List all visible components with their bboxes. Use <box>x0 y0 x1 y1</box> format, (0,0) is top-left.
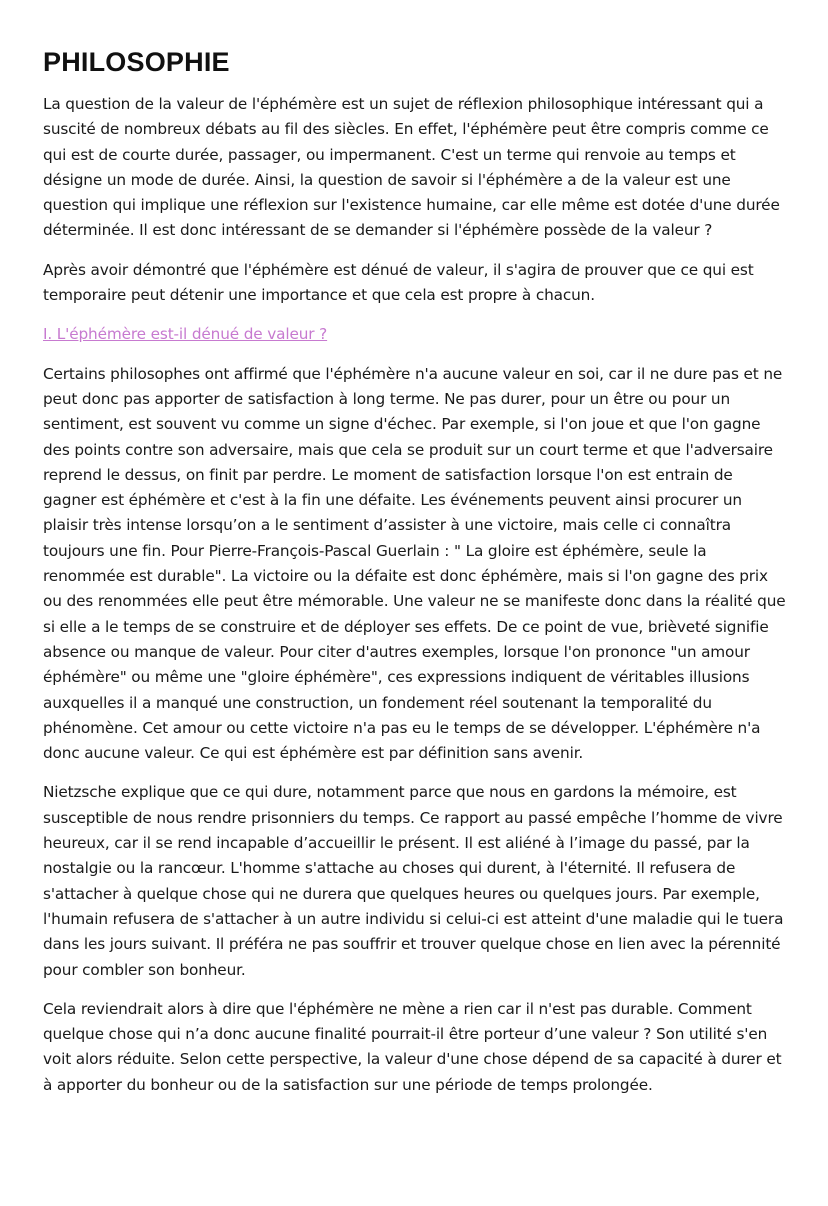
intro-paragraph: La question de la valeur de l'éphémère est un sujet de réflexion philosophique intéressant qui a suscité de nombreux débats au fil des siècles. En effet, l'éphémère peut être compris comme ce qui est de courte durée, passager, ou impermanent. C'est un terme qui renvoie au temps et désigne un mode de durée. Ainsi, la question de savoir si l'éphémère a de la valeur est une question qui implique une réflexion sur l'existence humaine, car elle même est dotée d'une durée déterminée. Il est donc intéressant de se demander si l'éphémère possède de la valeur ? <box>43 95 780 240</box>
document-page <box>43 44 788 1112</box>
section-heading-link[interactable]: I. L'éphémère est-il dénué de valeur ? <box>43 325 328 344</box>
page-title: PHILOSOPHIE <box>43 47 230 77</box>
intro-plan-paragraph: Après avoir démontré que l'éphémère est dénué de valeur, il s'agira de prouver que ce qui est temporaire peut détenir une importance et que cela est propre à chacun. <box>43 260 754 305</box>
body-paragraph: Certains philosophes ont affirmé que l'éphémère n'a aucune valeur en soi, car il ne dure pas et ne peut donc pas apporter de satisfaction à long terme. Ne pas durer, pour un être ou pour un sentiment, est souvent vu comme un signe d'échec. Par exemple, si l'on joue et que l'on gagne des points contre son adversaire, mais que cela se produit sur un court terme et que l'adversaire reprend le dessus, on finit par perdre. Le moment de satisfaction lorsque l'on est entrain de gagner est éphémère et c'est à la fin une défaite. Les événements peuvent ainsi procurer un plaisir très intense lorsqu’on a le sentiment d’assister à une victoire, mais celle ci connaîtra toujours une fin. Pour Pierre-François-Pascal Guerlain : " La gloire est éphémère, seule la renommée est durable". La victoire ou la défaite est donc éphémère, mais si l'on gagne des prix ou des renommées elle peut être mémorable. Une valeur ne se manifeste donc dans la réalité que si elle a le temps de se construire et de déployer ses effets. De ce point de vue, brièveté signifie absence ou manque de valeur. Pour citer d'autres exemples, lorsque l'on prononce "un amour éphémère" ou même une "gloire éphémère", ces expressions indiquent de véritables illusions auxquelles il a manqué une construction, un fondement réel soutenant la temporalité du phénomène. Cet amour ou cette victoire n'a pas eu le temps de se développer. L'éphémère n'a donc aucune valeur. Ce qui est éphémère est par définition sans avenir. <box>43 364 786 763</box>
body-paragraph: Cela reviendrait alors à dire que l'éphémère ne mène a rien car il n'est pas durable. Comment quelque chose qui n’a donc aucune finalité pourrait-il être porteur d’une valeur ? Son utilité s'en voit alors réduite. Selon cette perspective, la valeur d'une chose dépend de sa capacité à durer et à apporter du bonheur ou de la satisfaction sur une période de temps prolongée. <box>43 999 782 1094</box>
body-paragraph: Nietzsche explique que ce qui dure, notamment parce que nous en gardons la mémoire, est susceptible de nous rendre prisonniers du temps. Ce rapport au passé empêche l’homme de vivre heureux, car il se rend incapable d’accueillir le présent. Il est aliéné à l’image du passé, par la nostalgie ou la rancœur. L'homme s'attache au choses qui durent, à l'éternité. Il refusera de s'attacher à quelque chose qui ne durera que quelques heures ou quelques jours. Par exemple, l'humain refusera de s'attacher à un autre individu si celui-ci est atteint d'une maladie qui le tuera dans les jours suivant. Il préféra ne pas souffrir et trouver quelque chose en lien avec la pérennité pour combler son bonheur. <box>43 783 784 979</box>
